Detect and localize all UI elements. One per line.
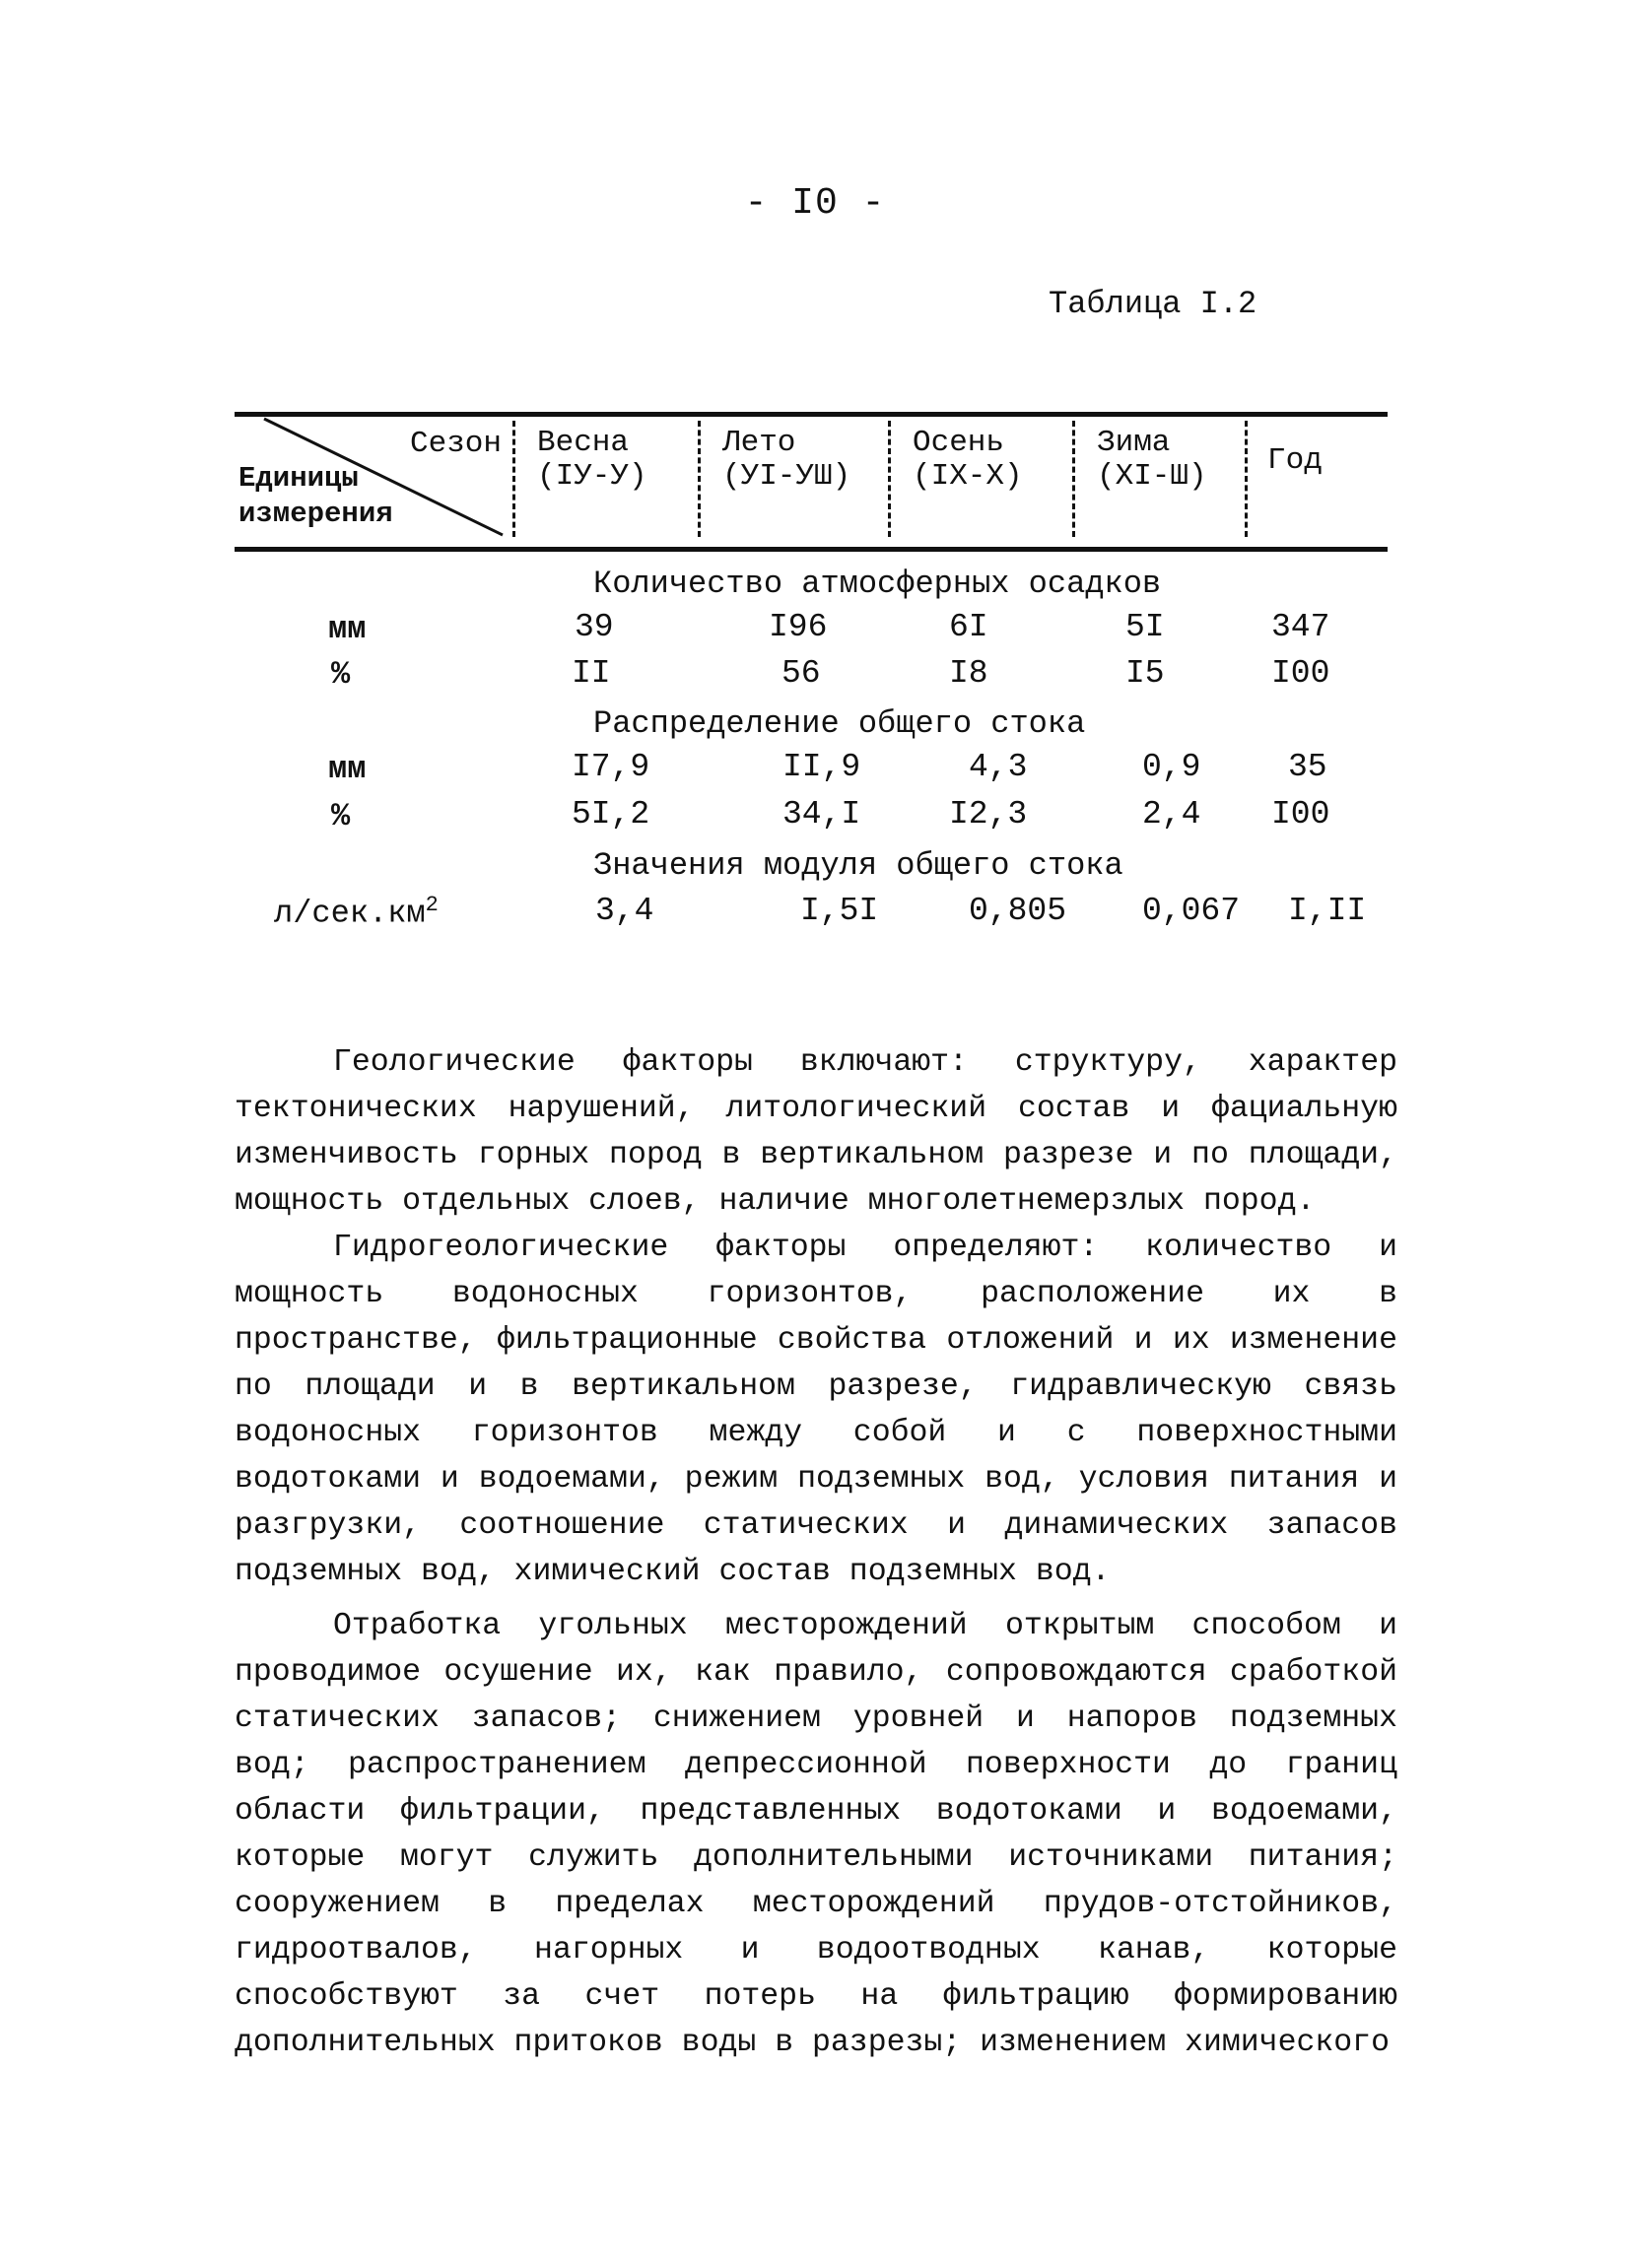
row-unit-label-text: л/сек.км — [274, 895, 426, 932]
section-title-runoff-distribution: Распределение общего стока — [593, 705, 1086, 742]
header-summer — [722, 427, 850, 494]
header-spring-name: Весна — [537, 426, 630, 460]
row-unit-superscript: 2 — [425, 893, 439, 917]
table-cell: II — [572, 655, 611, 692]
header-units-label-line2: измерения — [238, 498, 393, 530]
table-cell: I5 — [1125, 655, 1165, 692]
column-separator — [888, 421, 891, 537]
row-unit-label: % — [331, 798, 351, 834]
table-cell: I00 — [1271, 796, 1330, 833]
table-cell: 0,067 — [1142, 893, 1241, 929]
header-autumn-name: Осень — [913, 426, 1005, 460]
row-unit-label: мм — [328, 611, 367, 647]
row-unit-label — [274, 893, 439, 932]
row-unit-label: мм — [328, 751, 367, 787]
table-cell: 39 — [575, 609, 614, 645]
table-cell: 2,4 — [1142, 796, 1201, 833]
table-cell: I00 — [1271, 655, 1330, 692]
table-cell: 34,I — [782, 796, 861, 833]
table-cell: 5I,2 — [572, 796, 650, 833]
header-spring-period: (IУ-У) — [537, 459, 647, 494]
header-winter — [1097, 427, 1207, 494]
row-unit-label: % — [331, 656, 351, 693]
table-cell: II,9 — [782, 749, 861, 785]
section-title-runoff-modulus: Значения модуля общего стока — [593, 847, 1123, 884]
table-cell: I,5I — [800, 893, 879, 929]
section-title-precipitation: Количество атмосферных осадков — [593, 566, 1162, 602]
column-separator — [512, 421, 515, 537]
table-cell: I8 — [949, 655, 988, 692]
header-units-label-line1: Единицы — [238, 462, 359, 495]
header-summer-name: Лето — [722, 426, 796, 460]
column-separator — [698, 421, 701, 537]
page-number: - I0 - — [744, 182, 886, 225]
paragraph-coal-mining: Отработка угольных месторождений открытым способом и проводимое осушение их, как правило, сопровождаются сработкой статических запасов; снижением уровней и напоров подземных вод; распространением депрессионной поверхности до границ области фильтрации, представленных водотоками и водоемами, которые могут служить дополнительными источниками питания; сооружением в пределах месторождений прудов-отстойников, гидроотвалов, нагорных и водоотводных канав, которые способствуют за счет потерь на фильтрацию формированию дополнительных притоков воды в разрезы; изменением химического — [235, 1609, 1397, 2060]
header-autumn — [913, 427, 1023, 494]
table-cell: 347 — [1271, 609, 1330, 645]
table-caption: Таблица I.2 — [1049, 286, 1257, 322]
table-cell: 56 — [781, 655, 821, 692]
table-cell: I96 — [769, 609, 828, 645]
table-cell: 6I — [949, 609, 988, 645]
table-cell: I,II — [1288, 893, 1367, 929]
column-separator — [1072, 421, 1075, 537]
diagonal-header-cell — [235, 417, 510, 547]
table-cell: I7,9 — [572, 749, 650, 785]
header-year — [1267, 444, 1323, 478]
header-winter-name: Зима — [1097, 426, 1171, 460]
header-year-name: Год — [1267, 443, 1323, 478]
header-autumn-period: (IX-X) — [913, 459, 1023, 494]
table-cell: I2,3 — [949, 796, 1028, 833]
table-cell: 5I — [1125, 609, 1165, 645]
table-header — [235, 412, 1388, 552]
paragraph-geological-factors: Геологические факторы включают: структуру, характер тектонических нарушений, литологический состав и фациальную изменчивость горных пород в вертикальном разрезе и по площади, мощность отдельных слоев, наличие многолетнемерзлых пород. — [235, 1045, 1397, 1219]
table-cell: 35 — [1288, 749, 1327, 785]
table-cell: 3,4 — [595, 893, 654, 929]
column-separator — [1245, 421, 1248, 537]
body-text — [235, 1039, 1397, 2066]
header-summer-period: (УI-УШ) — [722, 459, 851, 494]
table-cell: 4,3 — [969, 749, 1028, 785]
paragraph-hydrogeological-factors: Гидрогеологические факторы определяют: количество и мощность водоносных горизонтов, расположение их в пространстве, фильтрационные свойства отложений и их изменение по площади и в вертикальном разрезе, гидравлическую связь водоносных горизонтов между собой и с поверхностными водотоками и водоемами, режим подземных вод, условия питания и разгрузки, соотношение статических и динамических запасов подземных вод, химический состав подземных вод. — [235, 1231, 1397, 1589]
table-cell: 0,805 — [969, 893, 1067, 929]
table-cell: 0,9 — [1142, 749, 1201, 785]
header-winter-period: (XI-Ш) — [1097, 459, 1207, 494]
header-spring — [537, 427, 647, 494]
header-season-label: Сезон — [410, 427, 503, 461]
